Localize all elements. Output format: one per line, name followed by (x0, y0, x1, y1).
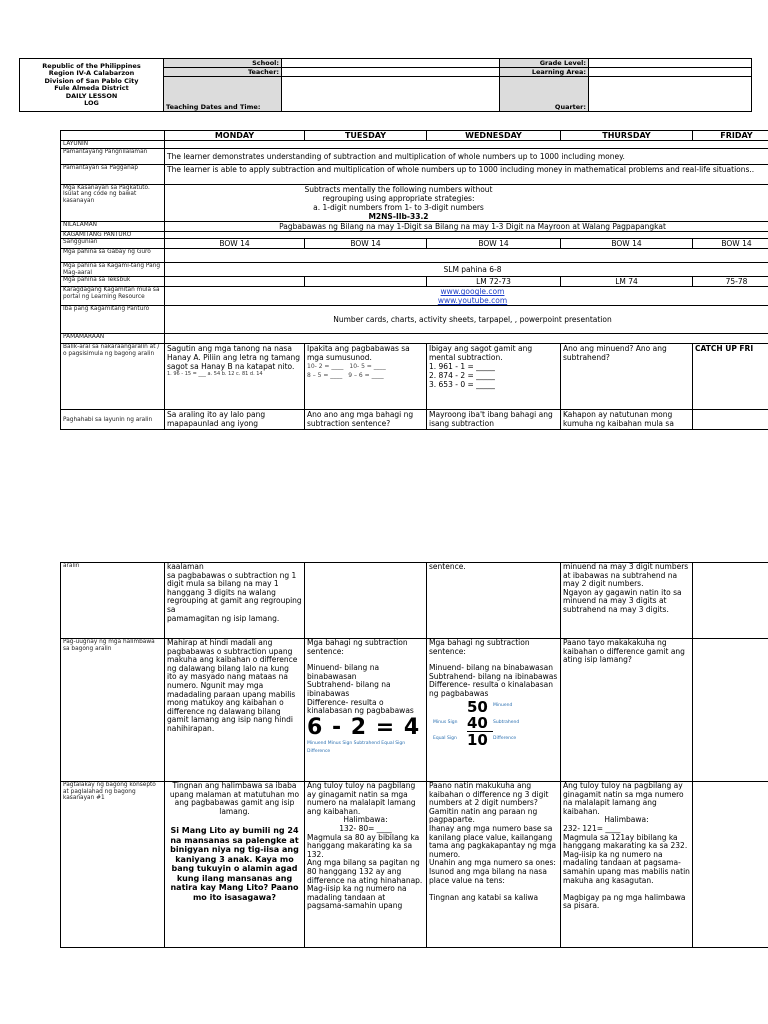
balik-wed-item: 3. 653 - 0 = _____ (429, 380, 495, 390)
row-label: Pamantayang Pangnilalaman (61, 148, 165, 164)
talakay-mon-problem: Si Mang Lito ay bumili ng 24 na mansanas sa palengke at binigyan niya ng tig-iisa ang kaniyang 3 anak. Kaya mo bang tukuyin o alamin agad kung ilang mansanas ang natira kay Mang Lito? Paano mo ito isasagawa? (170, 826, 299, 902)
balik-tue-eq: 10- 5 = ____ (349, 363, 386, 371)
day-header: WEDNESDAY (427, 131, 561, 141)
dates-field[interactable] (282, 77, 500, 112)
lesson-table (60, 130, 768, 430)
day-header: FRIDAY (693, 131, 768, 141)
kasanayan-code: M2NS-IIb-33.2 (368, 211, 429, 221)
talakay-mon-text: Tingnan ang halimbawa sa ibaba upang malaman at matutuhan mo ang pagbabawas gamit ang isip lamang. (169, 781, 300, 816)
school-label: School: (164, 59, 282, 68)
youtube-link[interactable]: www.youtube.com (437, 296, 508, 306)
row-label: Pag-uugnay ng mga halimbawa sa bagong aralin (61, 639, 165, 782)
paghahabi-tue: Ano ano ang mga bahagi ng subtraction sentence? (305, 410, 427, 430)
lm-cell: LM 72-73 (427, 277, 561, 287)
vertical-subtraction-diagram (433, 699, 558, 748)
org-line: Republic of the Philippines (42, 61, 141, 70)
balik-wed-text: Ibigay ang sagot gamit ang mental subtraction. (429, 344, 533, 363)
lm-cell: LM 74 (561, 277, 693, 287)
days-row (61, 131, 768, 141)
uugnay-wed-head: Mga bahagi ng subtraction sentence: (429, 638, 530, 656)
paghahabi-thu: Kahapon ay natutunan mong kumuha ng kaibahan mula sa (561, 410, 693, 430)
talakay-wed: Paano natin makukuha ang kaibahan o difference ng 3 digit numbers at 2 digit numbers? Gamitin natin ang paraan ng pagpaparte. Ihanay ang mga numero base sa kanilang place value, kailangang tama ang pagkakapantay ng mga numero. Unahin ang mga numero sa ones: Isunod ang mga bilang na nasa place value na tens: Tingnan ang katabi sa kaliwa (427, 782, 561, 948)
uugnay-tue-head: Mga bahagi ng subtraction sentence: (307, 638, 408, 656)
talakay-mon (165, 782, 305, 948)
lesson-table-continued (60, 562, 768, 948)
balik-wed-item: 1. 961 - 1 = _____ (429, 362, 495, 372)
balik-tue-eq: 9 – 6 = ____ (348, 372, 384, 380)
teacher-field[interactable] (282, 68, 500, 77)
uugnay-wed-parts: Minuend- bilang na binabawasan Subtrahend- bilang na ibinabawas Difference- resulta o kinalabasan ng pagbabawas (429, 663, 558, 698)
subtraction-equation: 6 - 2 = 4 (307, 714, 421, 740)
dates-label: Teaching Dates and Time: (164, 77, 282, 112)
subtrahend-number: 40 (467, 715, 493, 732)
row-label: Iba pang Kagamitang Panturo (61, 306, 165, 334)
pagganap-text: The learner is able to apply subtraction and multiplication of whole numbers up to 1000 including money in mathematical problems and real-life situations.. (165, 164, 768, 184)
row-label: KAGAMITANG PANTURO (61, 231, 165, 239)
row-label: Pagtalakay ng bagong konsepto at paglalahad ng bagong kasanayan #1 (61, 782, 165, 948)
row-label: Sanggunian (61, 239, 165, 249)
talakay-thu (561, 782, 693, 948)
uugnay-tue (305, 639, 427, 782)
row-label: Mga pahina sa Gabay ng Guro (61, 249, 165, 263)
corner-cell (61, 131, 165, 141)
talakay-thu-text: Ang tuloy tuloy na pagbilang ay ginagamit natin sa mga numero na malalapit lamang ang kaibahan. (563, 781, 684, 816)
minuend-label: Minuend (493, 703, 513, 709)
row-label: Balik-aral sa nakaraangaralin at / o pagsisimula ng bagong aralin (61, 344, 165, 410)
kasanayan-line: a. 1-digit numbers from 1- to 3-digit numbers (313, 202, 484, 212)
kasanayan-line: regrouping using appropriate strategies: (322, 193, 475, 203)
day-header: THURSDAY (561, 131, 693, 141)
minus-sign-label: Minus Sign (433, 719, 458, 725)
row-label: Pamantayan sa Pagganap (61, 164, 165, 184)
balik-tue (305, 344, 427, 410)
equal-sign-label: Equal Sign (433, 736, 457, 742)
area-field[interactable] (589, 68, 752, 77)
difference-label: Difference (493, 736, 517, 742)
talakay-tue-steps: Magmula sa 80 ay bibilang ka hanggang makarating ka sa 132. Ang mga bilang sa pagitan ng 80 hanggang 132 ay ang difference na ating hinahanap. Mag-iisip ka ng numero na madaling tandaan at pagsama-samahin upang (307, 832, 423, 911)
balik-tue-text: Ipakita ang pagbabawas sa mga sumusunod. (307, 344, 410, 363)
cont-mon: kaalaman sa pagbabawas o subtraction ng 1 digit mula sa bilang na may 1 hanggang 3 digits na walang regrouping at gamit ang regrouping sa pamamagitan ng isip lamang. (165, 563, 305, 639)
pamantayang-text: The learner demonstrates understanding of subtraction and multiplication of whole numbers up to 1000 including money. (165, 148, 768, 164)
school-field[interactable] (282, 59, 500, 68)
uugnay-thu: Paano tayo makakakuha ng kaibahan o difference gamit ang ating isip lamang? (561, 639, 693, 782)
cont-wed: sentence. (427, 563, 561, 639)
row-label: Paghahabi sa layunin ng aralin (61, 410, 165, 430)
org-line: DAILY LESSON (65, 91, 118, 100)
row-label: Mga pahina sa Kagami-tang Pang Mag-aaral (61, 263, 165, 277)
row-label: aralin (61, 563, 165, 639)
day-header: MONDAY (165, 131, 305, 141)
equation-labels: Minuend Minus Sign Subtrahend Equal Sign Difference (307, 740, 406, 755)
talakay-thu-eq: 232- 121= ____ (563, 823, 621, 833)
talakay-tue-text: Ang tuloy tuloy na pagbilang ay ginagamit natin sa mga numero na malalapit lamang ang kaibahan. (307, 781, 416, 816)
row-label: NILALAMAN (61, 221, 165, 231)
kasanayan-line: Subtracts mentally the following numbers without (304, 184, 493, 194)
links-cell (165, 287, 768, 306)
difference-number: 10 (467, 730, 488, 749)
grade-label: Grade Level: (500, 59, 589, 68)
minuend-number: 50 (467, 697, 488, 716)
balik-wed (427, 344, 561, 410)
subtrahend-label: Subtrahend (493, 719, 520, 725)
header-table (19, 58, 752, 112)
quarter-field[interactable] (589, 77, 752, 112)
google-link[interactable]: www.google.com (440, 287, 505, 297)
row-label: Mga pahina sa Teksbuk (61, 277, 165, 287)
balik-mon-items: 1. 96 - 15 = ___ a. 54 b. 12 c. 81 d. 14 (167, 371, 263, 378)
iba-text: Number cards, charts, activity sheets, tarpapel, , powerpoint presentation (165, 306, 768, 334)
bow-cell: BOW 14 (165, 239, 305, 249)
row-label: LAYUNIN (61, 141, 165, 149)
row-label: Mga Kasanayan sa Pagkatuto. Isulat ang code ng bawat kasanayan (61, 184, 165, 221)
grade-field[interactable] (589, 59, 752, 68)
slm-cell: SLM pahina 6-8 (165, 263, 768, 277)
bow-cell: BOW 14 (693, 239, 768, 249)
uugnay-tue-parts: Minuend- bilang na binabawasan Subtrahend- bilang na ibinabawas Difference- resulta o kinalabasan ng pagbabawas (307, 663, 414, 716)
bow-cell: BOW 14 (561, 239, 693, 249)
org-line: Region IV-A Calabarzon (48, 69, 135, 77)
day-header: TUESDAY (305, 131, 427, 141)
balik-tue-eq: 8 – 5 = ____ (307, 372, 343, 380)
row-label: Karagdagang Kagamitan mula sa portal ng Learning Resource (61, 287, 165, 306)
balik-mon-text: Sagutin ang mga tanong na nasa Hanay A. Piliin ang letra ng tamang sagot sa Hanay B na katapat nito. (167, 344, 301, 372)
org-line: Fule Almeda District (54, 84, 129, 92)
org-info (20, 59, 164, 112)
uugnay-wed (427, 639, 561, 782)
nilalaman-text: Pagbabawas ng Bilang na may 1-Digit sa Bilang na may 1-3 Digit na Mayroon at Walang Pagpapangkat (165, 221, 768, 231)
kasanayan-cell (165, 184, 768, 221)
talakay-thu-example: Halimbawa: (604, 815, 649, 825)
lm-cell: 75-78 (693, 277, 768, 287)
talakay-tue-eq: 132- 80= ____ (339, 823, 392, 833)
uugnay-mon: Mahirap at hindi madali ang pagbabawas o subtraction upang makuha ang kaibahan o difference ng dalawang bilang lalo na kung ito ay masyado nang mataas na numero. Ngunit may mga madadaling paraan upang mabilis mong matukoy ang kaibahan o difference ng dalawang bilang gamit lamang ang isip nang hindi nahihirapan. (165, 639, 305, 782)
area-label: Learning Area: (500, 68, 589, 77)
balik-fri: CATCH UP FRI (693, 344, 768, 410)
balik-mon (165, 344, 305, 410)
talakay-tue-example: Halimbawa: (343, 815, 388, 825)
talakay-thu-steps: Magmula sa 121ay bibilang ka hanggang makarating ka sa 232. Mag-iisip ka ng numero na madaling tandaan at pagsama-samahin upang mas mabilis natin makuha ang kasagutan. Magbigay pa ng mga halimbawa sa pisara. (563, 832, 690, 911)
row-label: PAMAMARAAN (61, 334, 165, 344)
bow-cell: BOW 14 (305, 239, 427, 249)
balik-wed-item: 2. 874 - 2 = _____ (429, 371, 495, 381)
balik-tue-eq: 10- 2 = ____ (307, 363, 344, 371)
balik-thu: Ano ang minuend? Ano ang subtrahend? (561, 344, 693, 410)
cont-thu: minuend na may 3 digit numbers at ibabawas na subtrahend na may 2 digit numbers. Ngayon ay gagawin natin ito sa minuend na may 3 digits at subtrahend na may 3 digits. (561, 563, 693, 639)
talakay-tue (305, 782, 427, 948)
org-line: LOG (84, 99, 99, 107)
quarter-label: Quarter: (500, 77, 589, 112)
bow-cell: BOW 14 (427, 239, 561, 249)
teacher-label: Teacher: (164, 68, 282, 77)
org-line: Division of San Pablo City (44, 76, 139, 85)
paghahabi-mon: Sa araling ito ay lalo pang mapapaunlad ang iyong (165, 410, 305, 430)
paghahabi-wed: Mayroong iba't ibang bahagi ang isang subtraction (427, 410, 561, 430)
